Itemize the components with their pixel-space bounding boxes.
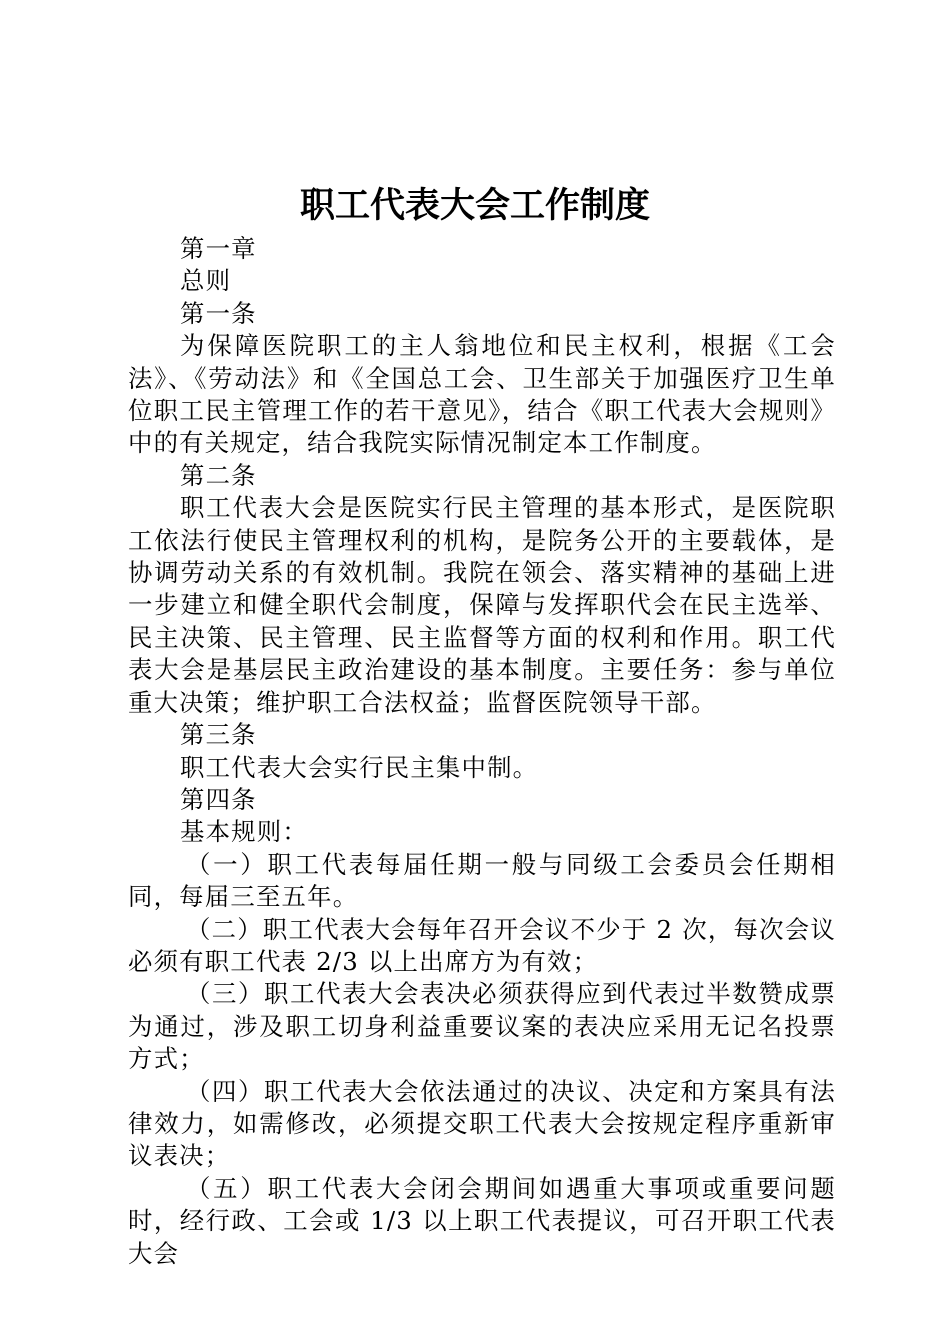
article-paragraph: 为保障医院职工的主人翁地位和民主权利，根据《工会法》、《劳动法》和《全国总工会、卫生部关于加强医疗卫生单位职工民主管理工作的若干意见》，结合《职工代表大会规则》中的有关规定，结合我院实际情况制定本工作制度。 <box>128 331 836 458</box>
rule-item: （三）职工代表大会表决必须获得应到代表过半数赞成票为通过，涉及职工切身利益重要议案的表决应采用无记名投票方式； <box>128 979 836 1074</box>
chapter-subtitle: 总则 <box>180 266 232 296</box>
article-paragraph: 基本规则： <box>180 817 308 847</box>
rule-item: （二）职工代表大会每年召开会议不少于 2 次，每次会议必须有职工代表 2/3 以上出席方为有效； <box>128 914 836 976</box>
article-heading: 第一条 <box>180 298 257 328</box>
article-heading: 第三条 <box>180 720 257 750</box>
article-heading: 第四条 <box>180 784 257 814</box>
document-title: 职工代表大会工作制度 <box>299 186 650 226</box>
article-paragraph: 职工代表大会是医院实行民主管理的基本形式，是医院职工依法行使民主管理权利的机构，是院务公开的主要载体，是协调劳动关系的有效机制。我院在领会、落实精神的基础上进一步建立和健全职代会制度，保障与发挥职代会在民主选举、民主决策、民主管理、民主监督等方面的权利和作用。职工代表大会是基层民主政治建设的基本制度。主要任务：参与单位重大决策；维护职工合法权益；监督医院领导干部。 <box>128 493 836 717</box>
rule-item: （五）职工代表大会闭会期间如遇重大事项或重要问题时，经行政、工会或 1/3 以上职工代表提议，可召开职工代表大会 <box>128 1173 836 1268</box>
chapter-heading: 第一章 <box>180 234 257 263</box>
rule-item: （一）职工代表每届任期一般与同级工会委员会任期相同，每届三至五年。 <box>128 849 836 912</box>
article-heading: 第二条 <box>180 460 257 490</box>
document-body <box>128 233 836 1270</box>
rule-item: （四）职工代表大会依法通过的决议、决定和方案具有法律效力，如需修改，必须提交职工代表大会按规定程序重新审议表决； <box>128 1076 836 1171</box>
article-paragraph: 职工代表大会实行民主集中制。 <box>180 752 539 782</box>
